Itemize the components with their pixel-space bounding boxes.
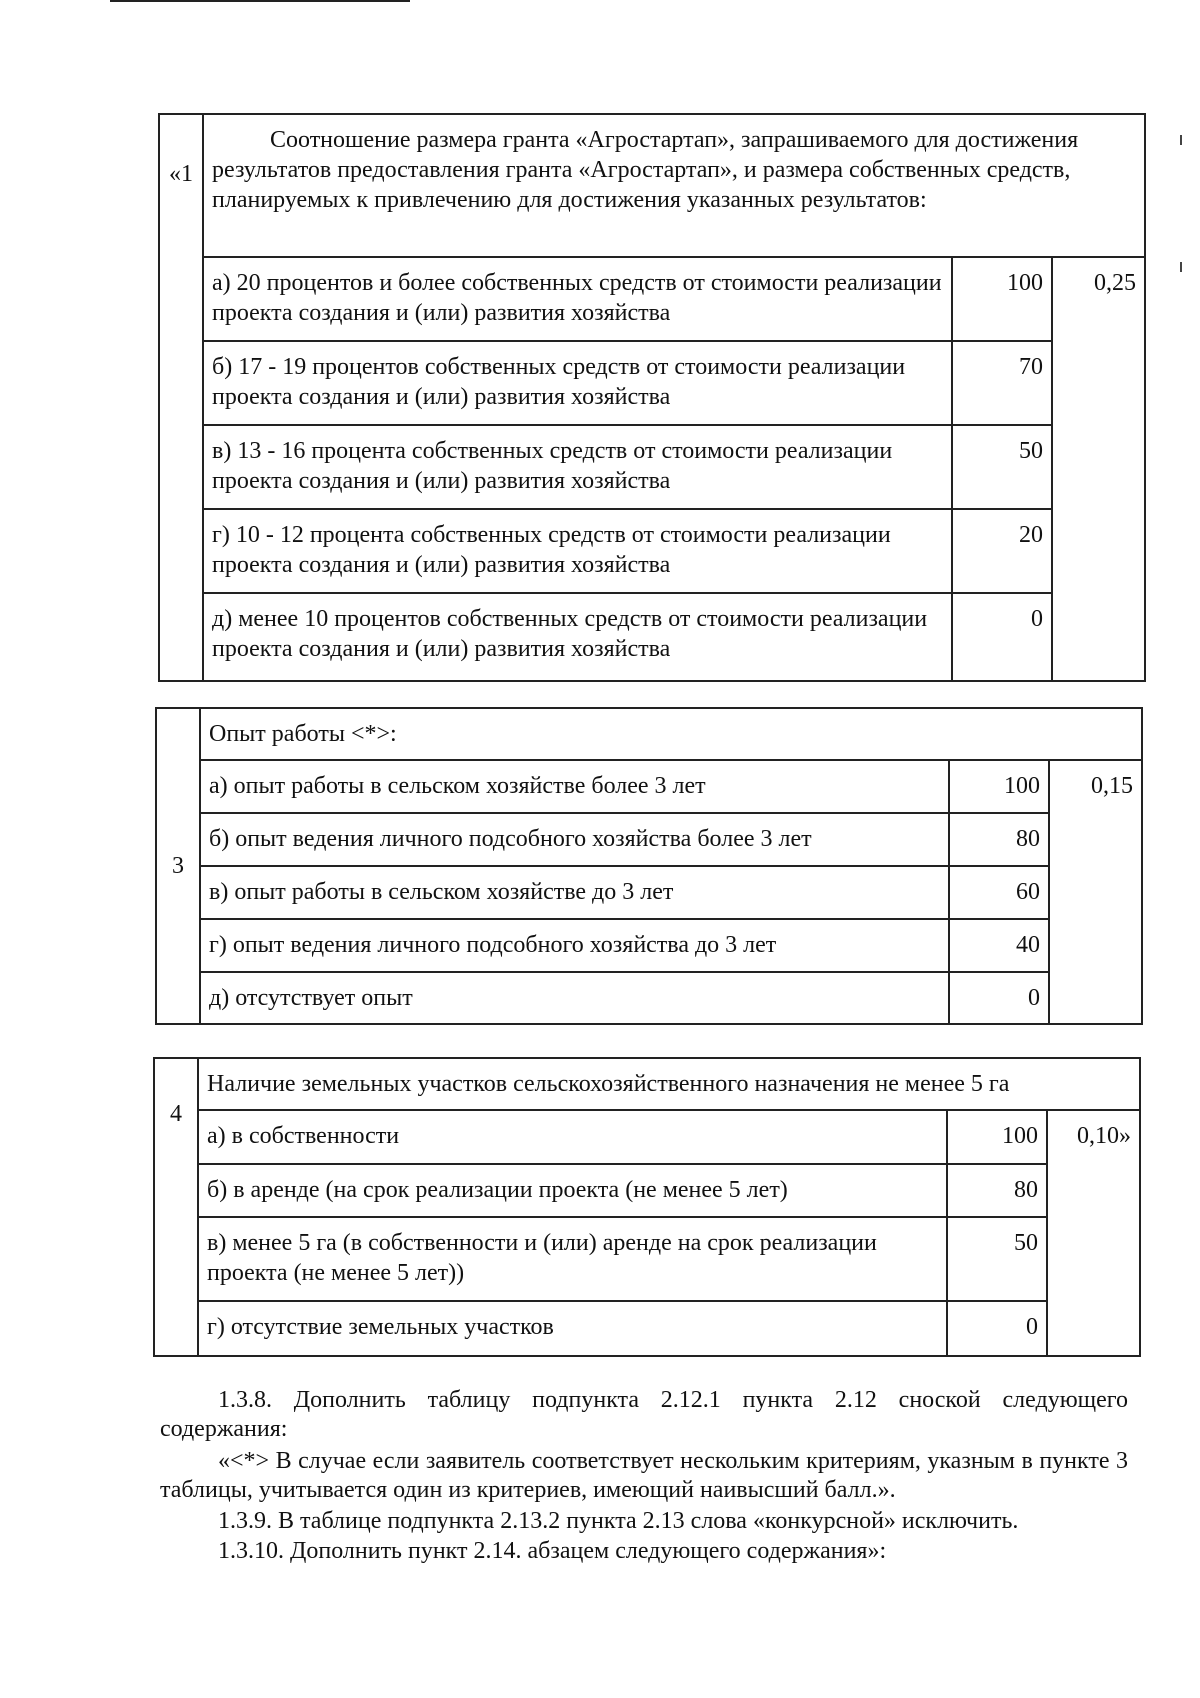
option-label: б) 17 - 19 процентов собственных средств от стоимости реализации проекта создания и (или) развития хозяйства [203,341,952,425]
paragraph-1-3-10: 1.3.10. Дополнить пункт 2.14. абзацем следующего содержания»: [218,1538,887,1564]
option-label: г) отсутствие земельных участков [198,1301,947,1356]
option-label: г) 10 - 12 процента собственных средств от стоимости реализации проекта создания и (или) развития хозяйства [203,509,952,593]
criterion-header: Опыт работы <*>: [200,708,1142,760]
option-points: 0 [949,972,1049,1024]
paragraph-1-3-9: 1.3.9. В таблице подпункта 2.13.2 пункта 2.13 слова «конкурсной» исключить. [218,1508,1019,1534]
criterion-header: Соотношение размера гранта «Агростартап», запрашиваемого для достижения результатов предоставления гранта «Агростартап», и размера собственных средств, планируемых к привлечению для достижения указанных результатов: [203,114,1145,257]
criterion-number: 4 [154,1058,198,1356]
option-points: 70 [952,341,1052,425]
option-label: г) опыт ведения личного подсобного хозяйства до 3 лет [200,919,949,972]
criterion-header: Наличие земельных участков сельскохозяйственного назначения не менее 5 га [198,1058,1140,1110]
option-points: 100 [952,257,1052,341]
top-scan-line [110,0,410,2]
criterion-number: 3 [156,708,200,1024]
option-points: 50 [952,425,1052,509]
option-points: 0 [952,593,1052,681]
option-label: д) менее 10 процентов собственных средств от стоимости реализации проекта создания и (или) развития хозяйства [203,593,952,681]
option-points: 60 [949,866,1049,919]
option-points: 80 [947,1164,1047,1217]
paragraph-1-3-8: 1.3.8. Дополнить таблицу подпункта 2.12.1 пункта 2.12 сноской следующего содержания: [160,1387,1128,1442]
criterion-number: «1 [159,114,203,681]
option-points: 20 [952,509,1052,593]
option-label: а) опыт работы в сельском хозяйстве более 3 лет [200,760,949,813]
criterion-weight: 0,10» [1047,1110,1140,1356]
option-points: 0 [947,1301,1047,1356]
option-points: 80 [949,813,1049,866]
option-label: б) опыт ведения личного подсобного хозяйства более 3 лет [200,813,949,866]
option-points: 40 [949,919,1049,972]
criterion-table-3 [155,707,1143,1025]
option-label: в) 13 - 16 процента собственных средств от стоимости реализации проекта создания и (или) развития хозяйства [203,425,952,509]
option-label: а) 20 процентов и более собственных средств от стоимости реализации проекта создания и (или) развития хозяйства [203,257,952,341]
option-label: д) отсутствует опыт [200,972,949,1024]
scan-artifact [1180,262,1182,272]
option-points: 50 [947,1217,1047,1301]
criterion-weight: 0,25 [1052,257,1145,681]
scan-artifact [1180,135,1182,145]
option-label: в) менее 5 га (в собственности и (или) аренде на срок реализации проекта (не менее 5 лет)) [198,1217,947,1301]
criterion-weight: 0,15 [1049,760,1142,1024]
option-points: 100 [947,1110,1047,1164]
option-points: 100 [949,760,1049,813]
option-label: б) в аренде (на срок реализации проекта (не менее 5 лет) [198,1164,947,1217]
paragraph-footnote: «<*> В случае если заявитель соответствует нескольким критериям, указным в пункте 3 таблицы, учитывается один из критериев, имеющий наивысший балл.». [160,1448,1128,1503]
criterion-table-1 [158,113,1146,682]
option-label: а) в собственности [198,1110,947,1164]
criterion-table-4 [153,1057,1141,1357]
option-label: в) опыт работы в сельском хозяйстве до 3 лет [200,866,949,919]
